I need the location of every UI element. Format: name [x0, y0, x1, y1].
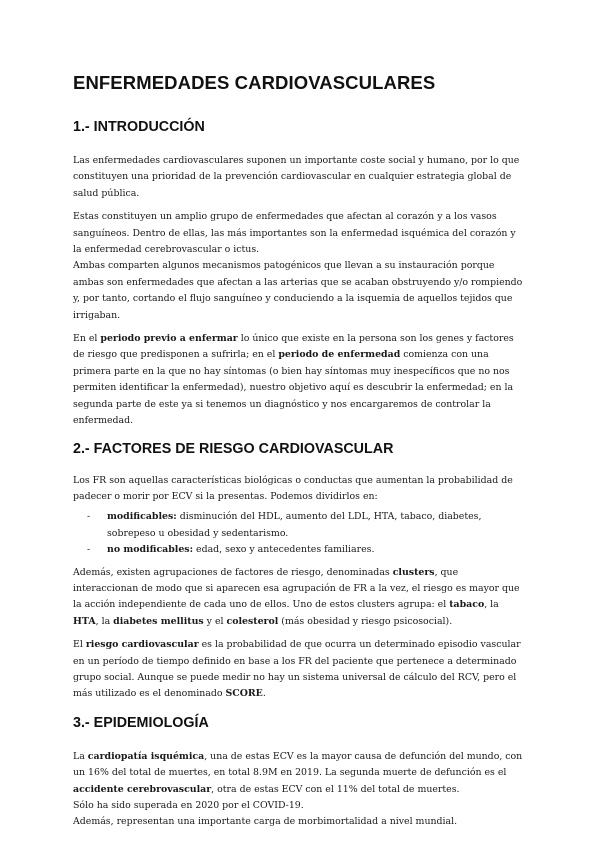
bold-term: periodo previo a enfermar [100, 333, 238, 345]
list-item: - modificables: disminución del HDL, aumento del LDL, HTA, tabaco, diabetes, sobrepeso u obesidad y sedentarismo. [87, 511, 482, 539]
paragraph: Ambas comparten algunos mecanismos patogénicos que llevan a su instauración porque ambas son enfermedades que afectan a las arterias que se acaban obstruyendo y/o rompiendo y, por tanto, cortando el flujo sanguíneo y conduciendo a la isquemia de aquellos tejidos que irrigaban. [73, 260, 523, 321]
section-heading-introduccion: 1.- INTRODUCCIÓN [73, 119, 205, 135]
paragraph: El riesgo cardiovascular es la probabilidad de que ocurra un determinado episodio vascular en un período de tiempo definido en base a los FR del paciente que pertenece a determinado grupo social. Aunque se puede medir no hay un sistema universal de cálculo del RCV, pero el más utilizado es el denominado SCORE. [73, 639, 521, 700]
bold-term: periodo de enfermedad [278, 349, 401, 361]
bold-term: clusters [392, 566, 435, 578]
bold-term: cardiopatía isquémica [87, 750, 205, 762]
bold-term: tabaco [449, 599, 485, 611]
paragraph: Los FR son aquellas características biológicas o conductas que aumentan la probabilidad de padecer o morir por ECV si la presentas. Podemos dividirlos en: [73, 474, 513, 502]
paragraph: La cardiopatía isquémica, una de estas ECV es la mayor causa de defunción del mundo, con un 16% del total de muertes, en total 8.9M en 2019. La segunda muerte de defunción es el accidente cerebrovascular, otra de estas ECV con el 11% del total de muertes. [73, 750, 523, 795]
list-item: - no modificables: edad, sexo y antecedentes familiares. [73, 542, 526, 558]
bold-term: colesterol [226, 615, 279, 627]
bold-term: accidente cerebrovascular [73, 783, 212, 795]
paragraph: Además, existen agrupaciones de factores de riesgo, denominadas clusters, que interaccionan de modo que si aparecen esa agrupación de FR a la vez, el riesgo es mayor que la acción independiente de cada uno de ellos. Uno de estos clusters agrupa: el tabaco, la HTA, la diabetes mellitus y el colesterol (más obesidad y riesgo psicosocial). [73, 566, 520, 627]
risk-factor-list [73, 509, 526, 558]
section-heading-factores-riesgo: 2.- FACTORES DE RIESGO CARDIOVASCULAR [73, 440, 394, 457]
paragraph: En el periodo previo a enfermar lo único que existe en la persona son los genes y factores de riesgo que predisponen a sufrirla; en el periodo de enfermedad comienza con una primera parte en la que no hay síntomas (o bien hay síntomas muy inespecíficos que no nos permiten identificar la enfermedad), nuestro objetivo aquí es descubrir la enfermedad; en la segunda parte de este ya si tenemos un diagnóstico y nos encargaremos de controlar la enfermedad. [73, 333, 514, 427]
document-title: ENFERMEDADES CARDIOVASCULARES [73, 72, 436, 93]
paragraph: Las enfermedades cardiovasculares suponen un importante coste social y humano, por lo que constituyen una prioridad de la prevención cardiovascular en cualquier estrategia global de salud pública. [73, 155, 520, 199]
paragraph: Estas constituyen un amplio grupo de enfermedades que afectan al corazón y a los vasos sanguíneos. Dentro de ellas, las más importantes son la enfermedad isquémica del corazón y la enfermedad cerebrovascular o ictus. [73, 211, 516, 256]
bullet-dash: - [87, 544, 91, 556]
paragraph: Además, representan una importante carga de morbimortalidad a nivel mundial. [73, 816, 458, 828]
section-heading-epidemiologia: 3.- EPIDEMIOLOGÍA [73, 714, 209, 731]
bold-term: diabetes mellitus [113, 615, 204, 627]
bold-term: no modificables: [107, 544, 194, 556]
bullet-dash: - [87, 511, 91, 523]
bold-term: HTA [73, 615, 96, 627]
bold-term: SCORE [225, 688, 263, 700]
bold-term: riesgo cardiovascular [85, 639, 199, 651]
bold-term: modificables: [107, 511, 177, 523]
paragraph: Sólo ha sido superada en 2020 por el COVID-19. [73, 800, 304, 811]
